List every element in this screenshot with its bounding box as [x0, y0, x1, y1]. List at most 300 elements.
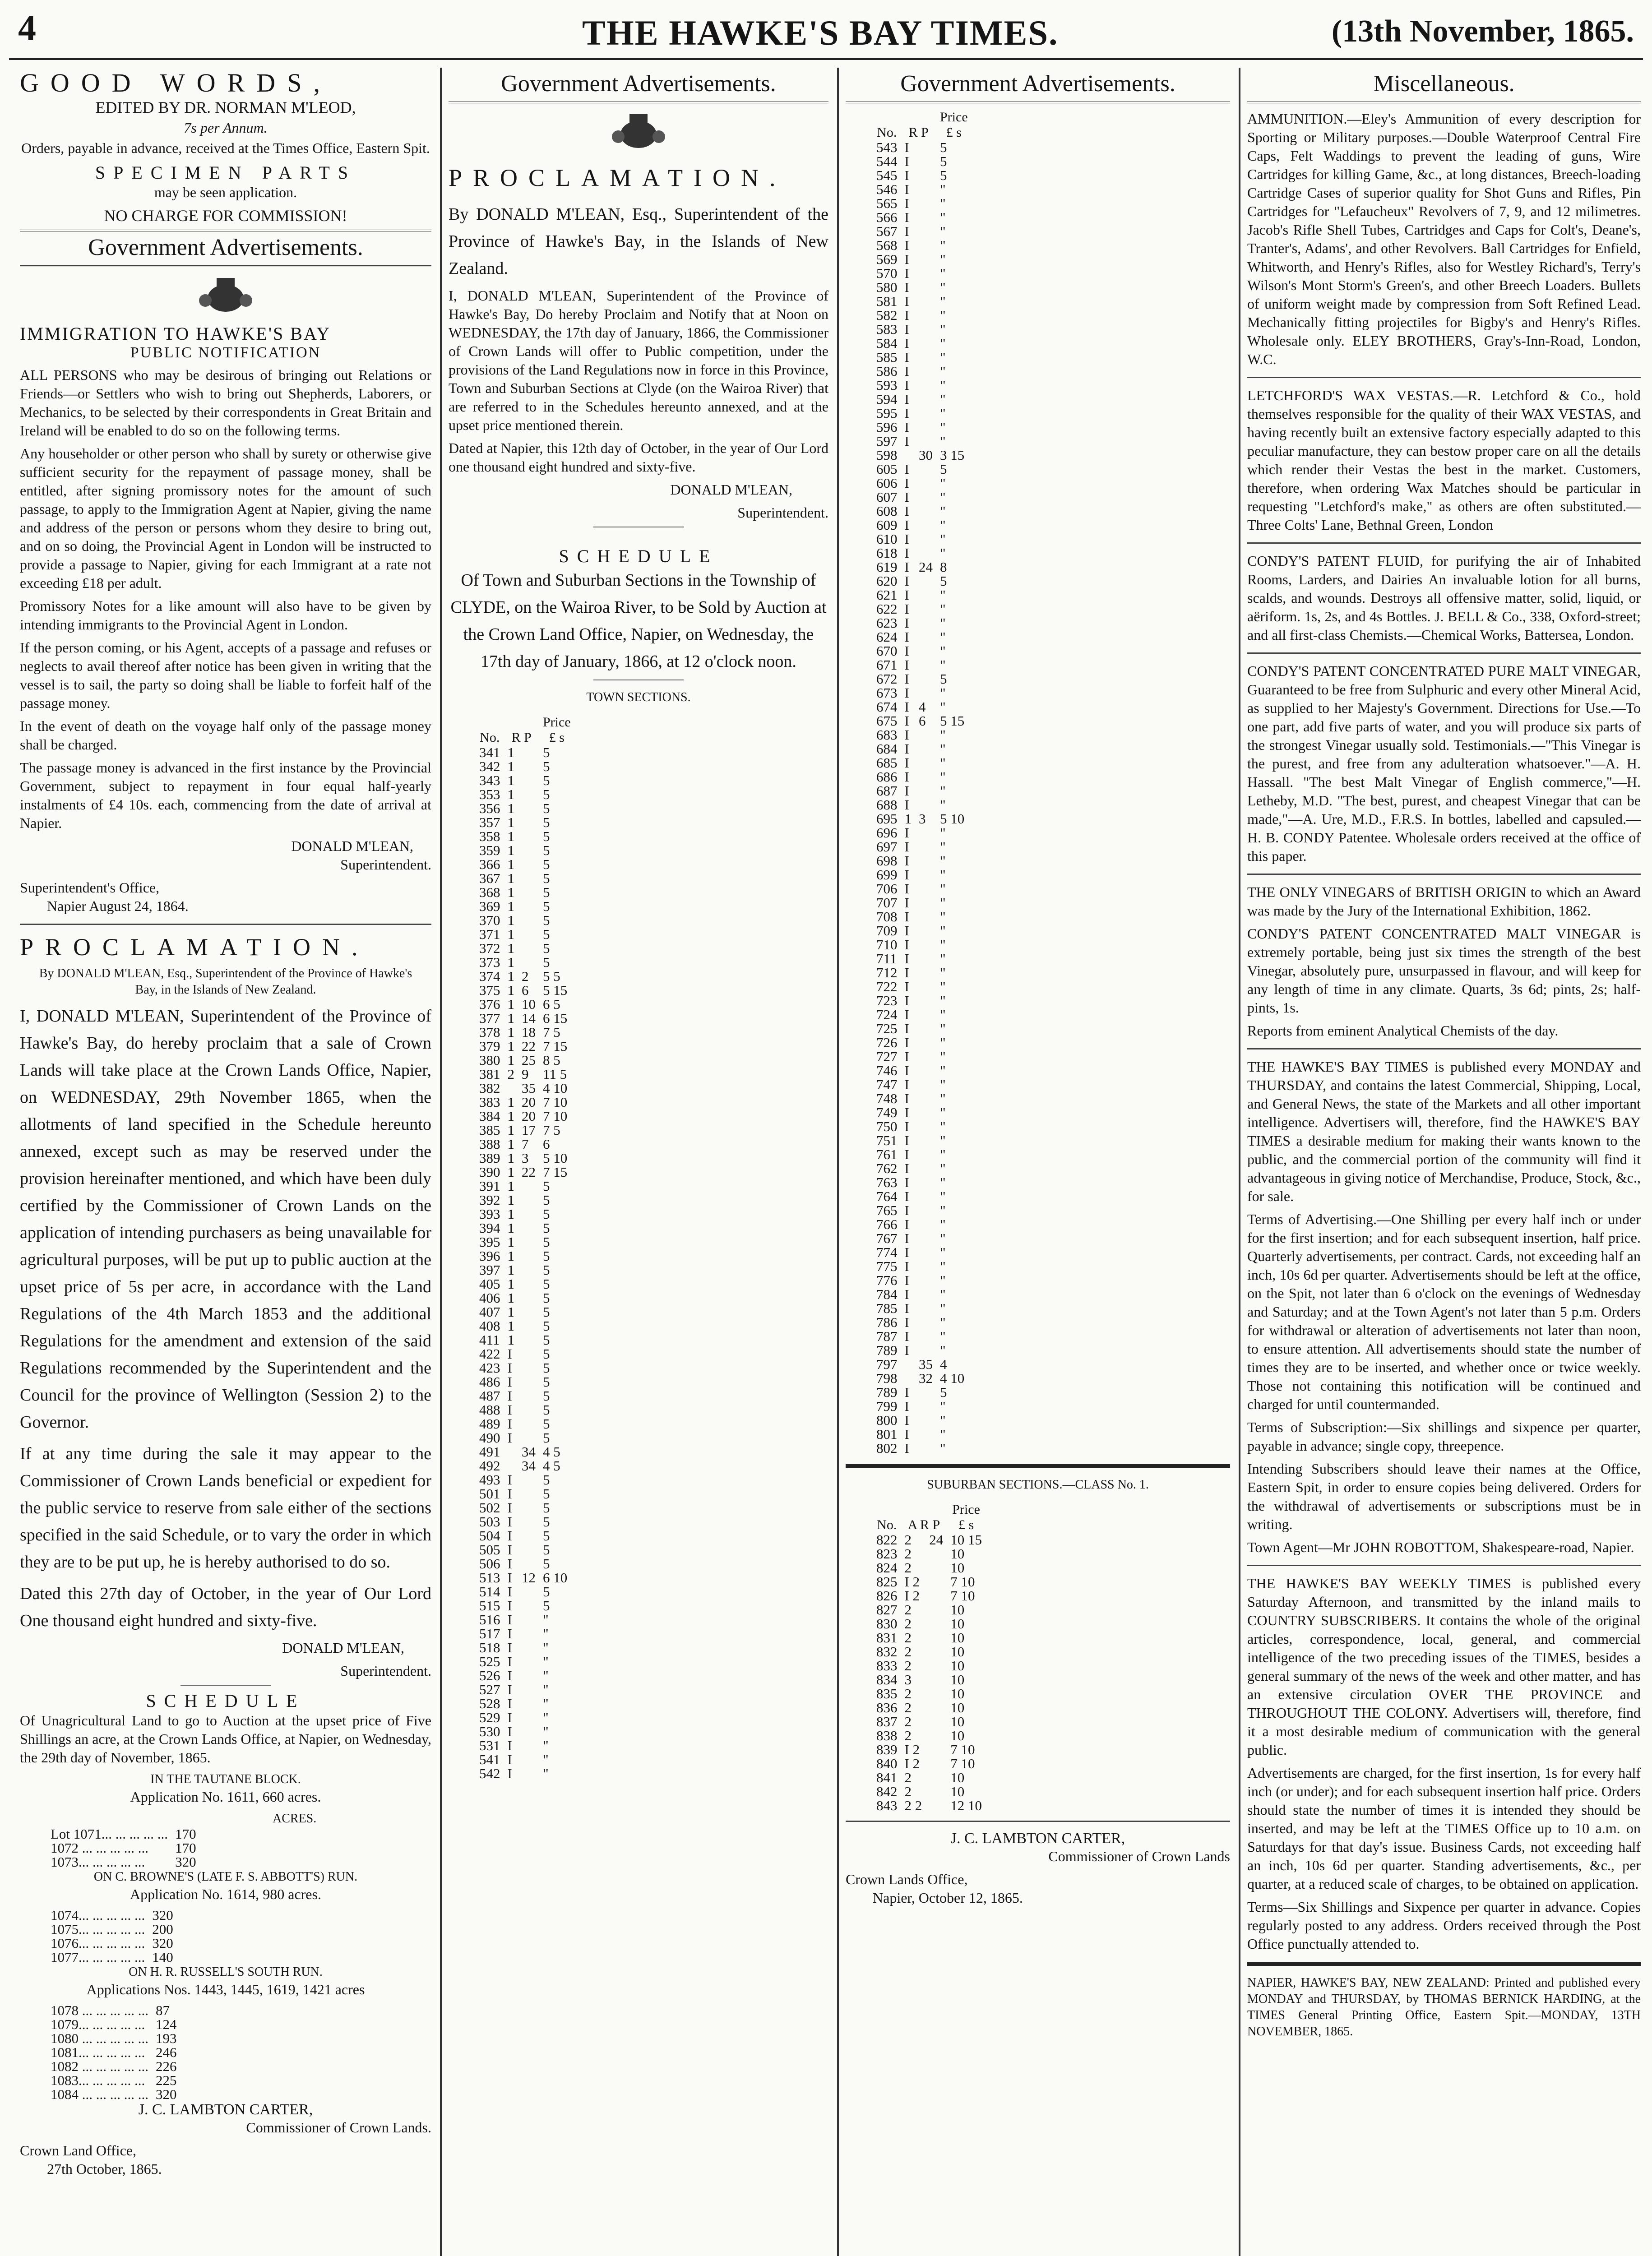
table-cell: 87 — [156, 2002, 170, 2018]
weekly-times-ad: THE HAWKE'S BAY WEEKLY TIMES is published every Saturday Afternoon, and transmitted by the inland mails to COUNTRY SUBSCRIBERS. It contains the whole of the original articles, correspondence, local, general, and commercial intelligence of the two preceding issues of the TIMES, besides a general summary of the news of the week and other matter, and has an extensive circulation OVER THE PROVINCE and THROUGHOUT THE COLONY. Advertisers will, therefore, find it a most desirable medium of communication with the general public. — [1247, 1575, 1641, 1758]
table-cell: I — [904, 1091, 909, 1106]
table-cell: Lot 1071... ... ... ... ... — [51, 1826, 168, 1842]
vinegar-award-ad: THE ONLY VINEGARS of BRITISH ORIGIN to which an Award was made by the Jury of the International Exhibition, 1862. — [1247, 884, 1641, 919]
table-cell: 6 — [919, 713, 926, 729]
table-cell — [915, 1022, 936, 1036]
table-cell: " — [940, 839, 946, 855]
table-cell: 5 — [940, 167, 947, 183]
table-cell: 1 — [507, 1094, 514, 1110]
table-cell: 685 — [876, 755, 898, 771]
table-cell: 1074... ... ... ... ... — [51, 1907, 145, 1923]
table-row — [873, 966, 972, 980]
table-cell: 526 — [479, 1668, 500, 1683]
table-cell: 608 — [876, 503, 898, 519]
table-row — [873, 322, 972, 336]
table-cell: I — [904, 279, 909, 295]
table-row — [873, 1385, 972, 1399]
table-cell: 567 — [876, 223, 898, 239]
table-cell: 776 — [876, 1272, 898, 1288]
town-sections-table — [476, 715, 574, 1780]
table-row — [873, 280, 972, 294]
table-cell: I — [904, 237, 909, 253]
table-row — [476, 1039, 574, 1053]
table-cell — [915, 420, 936, 434]
table-cell: 5 — [940, 1384, 947, 1400]
table-cell: 382 — [479, 1080, 500, 1096]
table-cell — [915, 896, 936, 910]
table-row — [476, 1613, 574, 1627]
table-row — [47, 2045, 180, 2059]
table-cell: " — [940, 489, 946, 505]
lots-table — [47, 1908, 177, 1964]
divider — [1247, 1565, 1641, 1566]
table-row — [476, 1011, 574, 1025]
table-cell: 7 10 — [543, 1108, 568, 1124]
table-cell: " — [940, 391, 946, 407]
signature-title: Superintendent. — [340, 1663, 431, 1679]
table-cell: I — [904, 643, 909, 659]
table-cell: I — [904, 797, 909, 813]
table-row — [476, 1710, 574, 1724]
date-line: 27th October, 1865. — [47, 2161, 162, 2177]
table-cell: 582 — [876, 307, 898, 323]
table-cell: 786 — [876, 1314, 898, 1330]
table-cell: " — [940, 279, 946, 295]
table-cell: 725 — [876, 1021, 898, 1036]
table-cell: 5 — [543, 744, 550, 760]
table-row — [873, 658, 972, 672]
table-row — [476, 1067, 574, 1081]
table-cell — [925, 1645, 947, 1659]
table-row — [873, 1784, 986, 1798]
table-cell: 5 — [543, 940, 550, 956]
table-cell: " — [940, 1244, 946, 1260]
table-cell: 1077... ... ... ... ... — [51, 1949, 145, 1965]
divider — [1247, 874, 1641, 875]
table-cell: 10 — [950, 1602, 965, 1618]
table-cell — [518, 1766, 539, 1780]
table-cell — [915, 1133, 936, 1147]
table-cell: 827 — [876, 1602, 898, 1618]
table-cell — [518, 1417, 539, 1431]
table-cell: I — [507, 1752, 512, 1767]
table-cell: 395 — [479, 1234, 500, 1250]
table-cell: " — [940, 1146, 946, 1162]
table-cell: 1 — [507, 940, 514, 956]
table-row — [873, 784, 972, 798]
table-cell — [518, 1515, 539, 1529]
table-cell: 320 — [152, 1907, 173, 1923]
table-cell: I — [904, 531, 909, 547]
table-cell — [925, 1757, 947, 1771]
table-cell: 2 — [522, 968, 529, 984]
table-cell: 514 — [479, 1584, 500, 1600]
table-cell: 763 — [876, 1174, 898, 1190]
divider — [1247, 1962, 1641, 1966]
table-row — [873, 854, 972, 868]
table-cell: 6 10 — [543, 1570, 568, 1586]
table-row — [476, 1683, 574, 1697]
table-row — [873, 980, 972, 994]
table-cell: 381 — [479, 1066, 500, 1082]
table-cell: I — [904, 629, 909, 645]
table-cell: " — [940, 727, 946, 743]
table-row — [476, 1459, 574, 1473]
table-cell: 5 — [543, 1556, 550, 1572]
table-cell: 4 10 — [543, 1080, 568, 1096]
table-row — [476, 1375, 574, 1389]
table-cell: 5 — [543, 1206, 550, 1222]
table-cell — [925, 1743, 947, 1757]
table-cell — [915, 574, 936, 588]
table-cell — [915, 1217, 936, 1231]
table-row — [873, 1771, 986, 1784]
table-cell: 724 — [876, 1007, 898, 1022]
table-cell: 746 — [876, 1063, 898, 1078]
table-cell — [518, 1319, 539, 1333]
table-cell: 5 — [543, 870, 550, 886]
table-row — [873, 700, 972, 714]
table-cell: 490 — [479, 1430, 500, 1446]
table-cell: " — [543, 1752, 549, 1767]
table-cell: 486 — [479, 1374, 500, 1390]
table-row — [476, 1165, 574, 1179]
table-cell: I — [904, 1063, 909, 1078]
table-cell: 5 — [543, 898, 550, 914]
table-cell: 5 — [543, 814, 550, 830]
table-cell: 2 — [904, 1728, 912, 1743]
table-cell — [915, 476, 936, 490]
table-cell: " — [940, 979, 946, 994]
table-cell: 1 — [507, 1220, 514, 1236]
table-row — [873, 1049, 972, 1063]
table-cell: I — [904, 769, 909, 785]
table-cell — [915, 280, 936, 294]
table-cell — [915, 490, 936, 504]
table-cell: 10 15 — [950, 1532, 982, 1548]
table-cell: I — [507, 1626, 512, 1641]
table-cell: 622 — [876, 601, 898, 617]
table-cell: " — [940, 1426, 946, 1442]
table-cell: " — [940, 909, 946, 925]
table-cell — [915, 1105, 936, 1119]
table-cell: I — [904, 657, 909, 673]
table-row — [873, 350, 972, 364]
table-row — [873, 994, 972, 1008]
table-cell: 6 5 — [543, 996, 560, 1012]
table-row — [873, 952, 972, 966]
table-cell: 1 — [507, 786, 514, 802]
table-cell — [915, 1161, 936, 1175]
table-row — [873, 714, 972, 728]
table-cell: 8 5 — [543, 1052, 560, 1068]
table-cell: 1 — [507, 772, 514, 788]
table-cell — [915, 1049, 936, 1063]
table-cell: 35 — [522, 1080, 536, 1096]
table-cell: I — [904, 1160, 909, 1176]
table-cell — [518, 941, 539, 955]
table-cell: 320 — [156, 2086, 177, 2102]
table-row — [873, 490, 972, 504]
table-row — [873, 756, 972, 770]
table-cell — [518, 759, 539, 773]
table-cell: 1073... ... ... ... ... — [51, 1854, 145, 1870]
table-row — [873, 910, 972, 924]
table-cell: I — [507, 1486, 512, 1502]
table-cell — [915, 910, 936, 924]
table-cell: 799 — [876, 1398, 898, 1414]
table-cell: 695 — [876, 811, 898, 827]
table-cell: " — [940, 685, 946, 701]
table-cell: 2 — [904, 1784, 912, 1799]
table-cell: 789 — [876, 1342, 898, 1358]
table-cell: 5 — [543, 954, 550, 970]
table-cell — [518, 1221, 539, 1235]
table-cell: 5 — [940, 671, 947, 687]
table-cell: 623 — [876, 615, 898, 631]
table-cell — [915, 1441, 936, 1455]
table-cell: 5 — [543, 1388, 550, 1404]
table-cell: " — [940, 1091, 946, 1106]
table-row — [873, 1441, 972, 1455]
table-cell: 2 — [904, 1770, 912, 1785]
table-cell: I — [904, 559, 909, 575]
table-cell: 1 — [507, 898, 514, 914]
table-cell: 5 — [940, 461, 947, 477]
table-cell: 766 — [876, 1216, 898, 1232]
table-cell: 831 — [876, 1630, 898, 1646]
table-cell — [915, 826, 936, 840]
table-row — [476, 1599, 574, 1613]
table-cell: 542 — [479, 1766, 500, 1781]
application-line: Application No. 1611, 660 acres. — [130, 1789, 321, 1805]
schedule-intro: Of Town and Suburban Sections in the Township of CLYDE, on the Wairoa River, to be Sold by Auction at the Crown Land Office, Napier, on Wednesday, the 17th day of January, 1866, at 12 o'clock noon. — [450, 571, 827, 671]
table-cell: 624 — [876, 629, 898, 645]
table-row — [47, 1855, 200, 1869]
date-line: Napier August 24, 1864. — [47, 898, 189, 914]
table-cell: 2 — [904, 1616, 912, 1632]
table-cell — [915, 840, 936, 854]
table-row — [873, 518, 972, 532]
table-cell: 801 — [876, 1426, 898, 1442]
signature: J. C. LAMBTON CARTER, — [950, 1830, 1125, 1847]
table-cell: 5 — [543, 1318, 550, 1334]
table-cell: I — [904, 825, 909, 841]
table-cell — [504, 1081, 518, 1095]
table-row — [873, 1063, 972, 1077]
table-cell — [518, 1529, 539, 1543]
table-cell: 837 — [876, 1714, 898, 1729]
table-cell: " — [940, 853, 946, 869]
table-cell: I — [507, 1542, 512, 1558]
table-cell — [915, 1008, 936, 1022]
table-cell: 761 — [876, 1146, 898, 1162]
table-row — [476, 759, 574, 773]
table-cell: " — [940, 1077, 946, 1092]
table-cell: I — [507, 1514, 512, 1530]
table-row — [476, 1529, 574, 1543]
table-row — [476, 969, 574, 983]
table-cell: I — [904, 461, 909, 477]
table-cell: 492 — [479, 1458, 500, 1474]
table-cell: I — [904, 405, 909, 421]
table-cell — [518, 871, 539, 885]
table-cell: 686 — [876, 769, 898, 785]
table-cell: 1 — [507, 1290, 514, 1306]
table-cell: I — [507, 1696, 512, 1711]
table-cell: 32 — [919, 1370, 933, 1386]
table-cell: 2 — [904, 1658, 912, 1674]
table-cell: 565 — [876, 195, 898, 211]
table-cell — [925, 1561, 947, 1575]
table-cell: I — [904, 965, 909, 980]
immigration-paragraph: If the person coming, or his Agent, accepts of a passage and refuses or neglects to avail thereof after notice has been given in writing that the vessel is to sail, the party so doing shall be liable to forfeit half of the passage money. — [20, 639, 431, 711]
table-cell: 390 — [479, 1164, 500, 1180]
table-row — [476, 1053, 574, 1067]
table-row — [873, 546, 972, 560]
table-cell: 5 — [543, 1234, 550, 1250]
table-row — [476, 1263, 574, 1277]
table-row — [476, 1305, 574, 1319]
table-cell: I — [507, 1374, 512, 1390]
table-cell: 1 — [507, 828, 514, 844]
table-cell: 501 — [479, 1486, 500, 1502]
table-cell: I 2 — [904, 1756, 920, 1771]
table-cell: 7 10 — [950, 1742, 975, 1757]
table-cell: 1 — [507, 1234, 514, 1250]
application-line: Applications Nos. 1443, 1445, 1619, 1421 acres — [86, 1981, 365, 1997]
table-cell: 764 — [876, 1188, 898, 1204]
table-cell: " — [940, 1314, 946, 1330]
signature: J. C. LAMBTON CARTER, — [138, 2101, 313, 2118]
table-cell: 1078 ... ... ... ... ... — [51, 2002, 148, 2018]
table-cell: " — [940, 1440, 946, 1456]
table-row — [476, 913, 574, 927]
table-row — [47, 1908, 177, 1922]
table-cell: " — [940, 181, 946, 197]
table-cell: I — [904, 349, 909, 365]
table-cell: 672 — [876, 671, 898, 687]
table-cell: 569 — [876, 251, 898, 267]
table-cell — [915, 1385, 936, 1399]
table-cell: I — [904, 1146, 909, 1162]
table-cell: 5 — [543, 1500, 550, 1516]
table-cell: 11 5 — [543, 1066, 567, 1082]
table-row — [873, 1561, 986, 1575]
table-cell: 7 10 — [543, 1094, 568, 1110]
table-cell: I — [507, 1430, 512, 1446]
table-cell: I — [904, 741, 909, 757]
table-row — [873, 1175, 972, 1189]
table-cell — [518, 1277, 539, 1291]
table-row — [476, 1137, 574, 1151]
lots-table — [47, 2003, 180, 2101]
table-cell: I — [904, 727, 909, 743]
table-row — [873, 532, 972, 546]
table-cell: 830 — [876, 1616, 898, 1632]
table-cell: I — [507, 1598, 512, 1613]
table-cell: 10 — [950, 1560, 965, 1576]
table-cell — [925, 1784, 947, 1798]
table-cell: 5 10 — [543, 1150, 568, 1166]
table-cell: I — [904, 1105, 909, 1120]
table-row — [873, 644, 972, 658]
table-cell: 10 — [950, 1686, 965, 1701]
table-cell: 372 — [479, 940, 500, 956]
table-cell: " — [940, 629, 946, 645]
table-row — [873, 420, 972, 434]
table-cell — [518, 899, 539, 913]
table-cell: I — [904, 475, 909, 491]
table-cell: 833 — [876, 1658, 898, 1674]
table-cell — [504, 1459, 518, 1473]
table-cell: 378 — [479, 1024, 500, 1040]
specimen-note: may be seen application. — [154, 184, 297, 200]
table-cell — [518, 885, 539, 899]
signature-title: Commissioner of Crown Lands. — [246, 2119, 431, 2136]
table-row — [47, 2003, 180, 2017]
table-cell: I — [507, 1710, 512, 1725]
table-cell: " — [940, 265, 946, 281]
table-row — [873, 378, 972, 392]
table-cell: 842 — [876, 1784, 898, 1799]
table-cell: " — [940, 951, 946, 966]
proclamation-paragraph: Dated at Napier, this 12th day of October, in the year of Our Lord one thousand eight hundred and sixty-five. — [449, 440, 828, 475]
table-cell: " — [940, 1119, 946, 1134]
table-cell: 1 — [507, 800, 514, 816]
table-cell — [915, 1273, 936, 1287]
table-cell: 5 — [543, 856, 550, 872]
table-cell: 1 — [507, 1304, 514, 1320]
table-cell: 518 — [479, 1640, 500, 1655]
table-cell — [915, 1036, 936, 1049]
table-cell: 747 — [876, 1077, 898, 1092]
table-cell: I — [507, 1346, 512, 1362]
table-cell — [915, 938, 936, 952]
proclamation-paragraph: I, DONALD M'LEAN, Superintendent of the Province of Hawke's Bay, Do hereby Proclaim and Notify that at Noon on WEDNESDAY, the 17th day of January, 1866, the Commissioner of Crown Lands will offer to Public competition, under the provisions of the Land Regulations now in force in this Province, Town and Suburban Sections at Clyde (on the Wairoa River) that are referred to in the Schedules hereunto annexed, and at the upset price mentioned therein. — [449, 287, 828, 433]
table-cell: 407 — [479, 1304, 500, 1320]
table-row — [873, 1259, 972, 1273]
table-row — [873, 1589, 986, 1603]
table-cell: 822 — [876, 1532, 898, 1548]
table-row — [873, 1701, 986, 1715]
table-cell: 22 — [522, 1164, 536, 1180]
table-row — [873, 1315, 972, 1329]
table-cell — [915, 1189, 936, 1203]
table-cell: 5 — [543, 1290, 550, 1306]
table-cell — [915, 322, 936, 336]
royal-crest-icon — [605, 110, 672, 155]
table-row — [873, 1245, 972, 1259]
table-row — [476, 1151, 574, 1165]
table-row — [873, 1798, 986, 1812]
table-cell: 5 — [543, 926, 550, 942]
signature-title: Commissioner of Crown Lands — [1048, 1848, 1230, 1864]
table-cell: 5 — [543, 1486, 550, 1502]
table-cell: 671 — [876, 657, 898, 673]
immigration-paragraph: Promissory Notes for a like amount will also have to be given by intending immigrants to the Provincial Agent in London. — [20, 598, 431, 633]
table-cell: 843 — [876, 1798, 898, 1813]
table-row — [476, 1333, 574, 1347]
table-row — [476, 801, 574, 815]
table-cell: I — [507, 1528, 512, 1544]
table-cell — [518, 1431, 539, 1445]
table-cell — [915, 602, 936, 616]
table-cell: 3 — [904, 1672, 912, 1687]
table-row — [476, 1515, 574, 1529]
table-cell: 620 — [876, 573, 898, 589]
table-cell: " — [940, 923, 946, 938]
